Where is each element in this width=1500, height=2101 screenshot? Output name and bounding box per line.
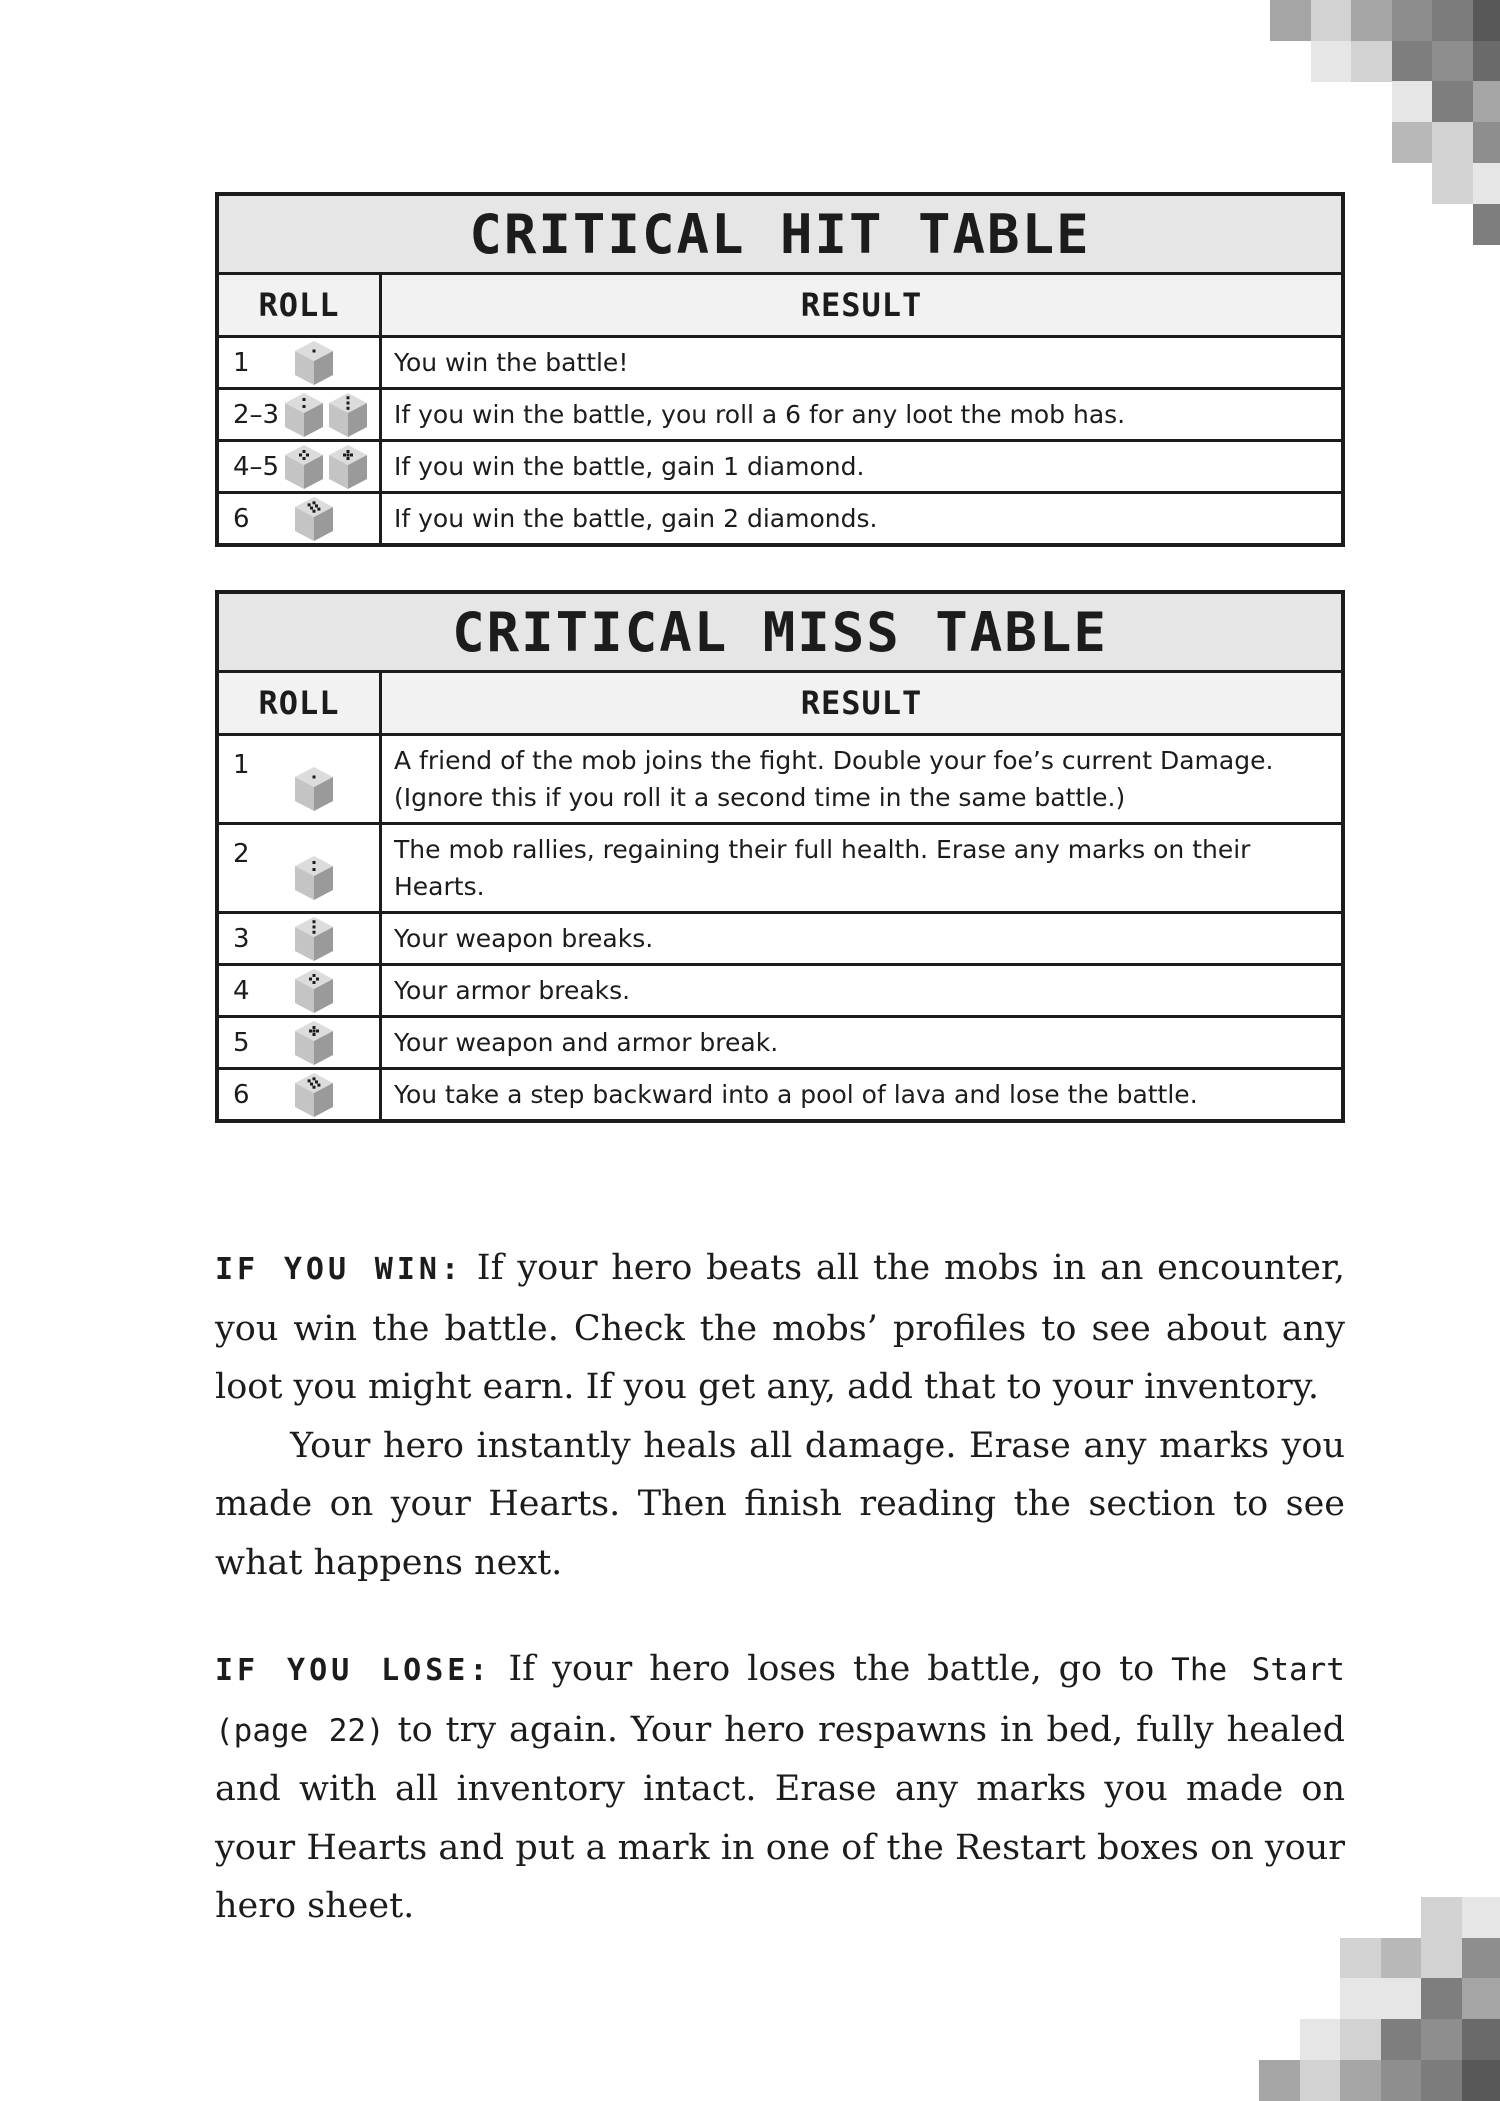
roll-cell [217,441,381,493]
roll-cell [217,824,381,913]
roll-value: 3 [233,924,279,954]
pixel-tile [1392,41,1433,82]
roll-cell [217,493,381,546]
pixel-tile [1340,1978,1381,2019]
pixel-tile [1473,122,1500,163]
lose-section [215,1640,1345,1936]
pixel-tile [1473,81,1500,122]
lose-text: If your hero loses the battle, go to [491,1649,1171,1689]
pixel-tile [1300,2060,1341,2101]
pixel-tile [1473,204,1500,245]
roll-value: 4–5 [233,452,279,482]
pixel-tile [1473,41,1500,82]
roll-value: 6 [233,504,279,534]
pixel-tile [1392,122,1433,163]
column-header-roll: ROLL [217,274,381,337]
roll-value: 4 [233,976,279,1006]
die-face-3-icon [293,916,335,962]
roll-value: 2–3 [233,400,279,430]
result-cell: You win the battle! [381,337,1344,389]
table-row [217,824,1343,913]
roll-cell [217,1017,381,1069]
pixel-tile [1311,0,1352,41]
win-text: If your hero beats all the mobs in an encounter, you win the battle. Check the mobs’ profiles to see about any loot you might earn. If you get any, add that to your inventory. [215,1248,1345,1407]
result-cell: The mob rallies, regaining their full health. Erase any marks on their Hearts. [381,824,1344,913]
win-label: IF YOU WIN: [215,1252,463,1287]
pixel-tile [1421,2060,1462,2101]
roll-value: 1 [233,746,279,780]
pixel-tile [1392,81,1433,122]
pixel-tile [1421,1938,1462,1979]
roll-value: 1 [233,348,279,378]
table-row [217,965,1343,1017]
table-row [217,337,1343,389]
pixel-tile [1462,1897,1500,1938]
die-face-1-icon [293,766,335,812]
lose-paragraph [215,1640,1345,1936]
roll-cell [217,1069,381,1122]
die-face-6-icon [293,1072,335,1118]
die-face-4-icon [293,968,335,1014]
die-face-1-icon [293,340,335,386]
roll-cell [217,389,381,441]
pixel-tile [1432,0,1473,41]
pixel-tile [1340,2019,1381,2060]
pixel-tile [1340,2060,1381,2101]
page-reference: The Start (page 22) [215,1652,1345,1749]
die-face-5-icon [293,1020,335,1066]
pixel-tile [1421,1978,1462,2019]
result-cell: Your weapon and armor break. [381,1017,1344,1069]
column-header-result: RESULT [381,672,1344,735]
table-row [217,1069,1343,1122]
table-row [217,389,1343,441]
pixel-tile [1270,0,1311,41]
column-header-roll: ROLL [217,672,381,735]
critical-hit-table [215,192,1345,547]
pixel-tile [1300,2019,1341,2060]
pixel-tile [1432,81,1473,122]
pixel-tile [1351,41,1392,82]
pixel-tile [1432,163,1473,204]
pixel-tile [1381,2060,1422,2101]
roll-value: 6 [233,1080,279,1110]
result-cell: Your armor breaks. [381,965,1344,1017]
result-cell: A friend of the mob joins the fight. Double your foe’s current Damage. (Ignore this if you roll it a second time in the same battle.) [381,735,1344,824]
win-paragraph [215,1239,1345,1417]
die-face-2-icon [283,392,325,438]
pixel-tile [1432,41,1473,82]
pixel-tile [1473,0,1500,41]
lose-text-continued: to try again. Your hero respawns in bed, fully healed and with all inventory intact. Erase any marks you made on your Hearts and put a mark in one of the Restart boxes on your hero sheet. [215,1710,1345,1927]
roll-value: 2 [233,835,279,869]
pixel-tile [1432,122,1473,163]
roll-cell [217,965,381,1017]
pixel-tile [1381,2019,1422,2060]
pixel-tile [1462,2060,1500,2101]
table-row [217,913,1343,965]
die-face-2-icon [293,855,335,901]
pixel-tile [1462,2019,1500,2060]
pixel-tile [1340,1938,1381,1979]
table-row [217,1017,1343,1069]
pixel-tile [1381,1938,1422,1979]
table-row [217,441,1343,493]
table-row [217,493,1343,546]
pixel-tile [1351,0,1392,41]
pixel-tile [1421,2019,1462,2060]
pixel-tile [1462,1978,1500,2019]
result-cell: You take a step backward into a pool of lava and lose the battle. [381,1069,1344,1122]
roll-cell [217,337,381,389]
pixel-tile [1462,1938,1500,1979]
pixel-tile [1392,0,1433,41]
roll-cell [217,735,381,824]
critical-miss-table [215,590,1345,1123]
die-face-3-icon [327,392,369,438]
column-header-result: RESULT [381,274,1344,337]
pixel-tile [1311,41,1352,82]
result-cell: If you win the battle, gain 1 diamond. [381,441,1344,493]
pixel-tile [1421,1897,1462,1938]
table-title: CRITICAL HIT TABLE [217,194,1343,274]
die-face-4-icon [283,444,325,490]
win-paragraph-2: Your hero instantly heals all damage. Erase any marks you made on your Hearts. Then finish reading the section to see what happens next. [215,1417,1345,1593]
win-section [215,1239,1345,1592]
table-row [217,735,1343,824]
table-title: CRITICAL MISS TABLE [217,592,1343,672]
pixel-tile [1473,163,1500,204]
roll-cell [217,913,381,965]
die-face-6-icon [293,496,335,542]
result-cell: If you win the battle, gain 2 diamonds. [381,493,1344,546]
pixel-tile [1381,1978,1422,2019]
result-cell: If you win the battle, you roll a 6 for any loot the mob has. [381,389,1344,441]
pixel-tile [1259,2060,1300,2101]
result-cell: Your weapon breaks. [381,913,1344,965]
lose-label: IF YOU LOSE: [215,1653,491,1688]
die-face-5-icon [327,444,369,490]
roll-value: 5 [233,1028,279,1058]
